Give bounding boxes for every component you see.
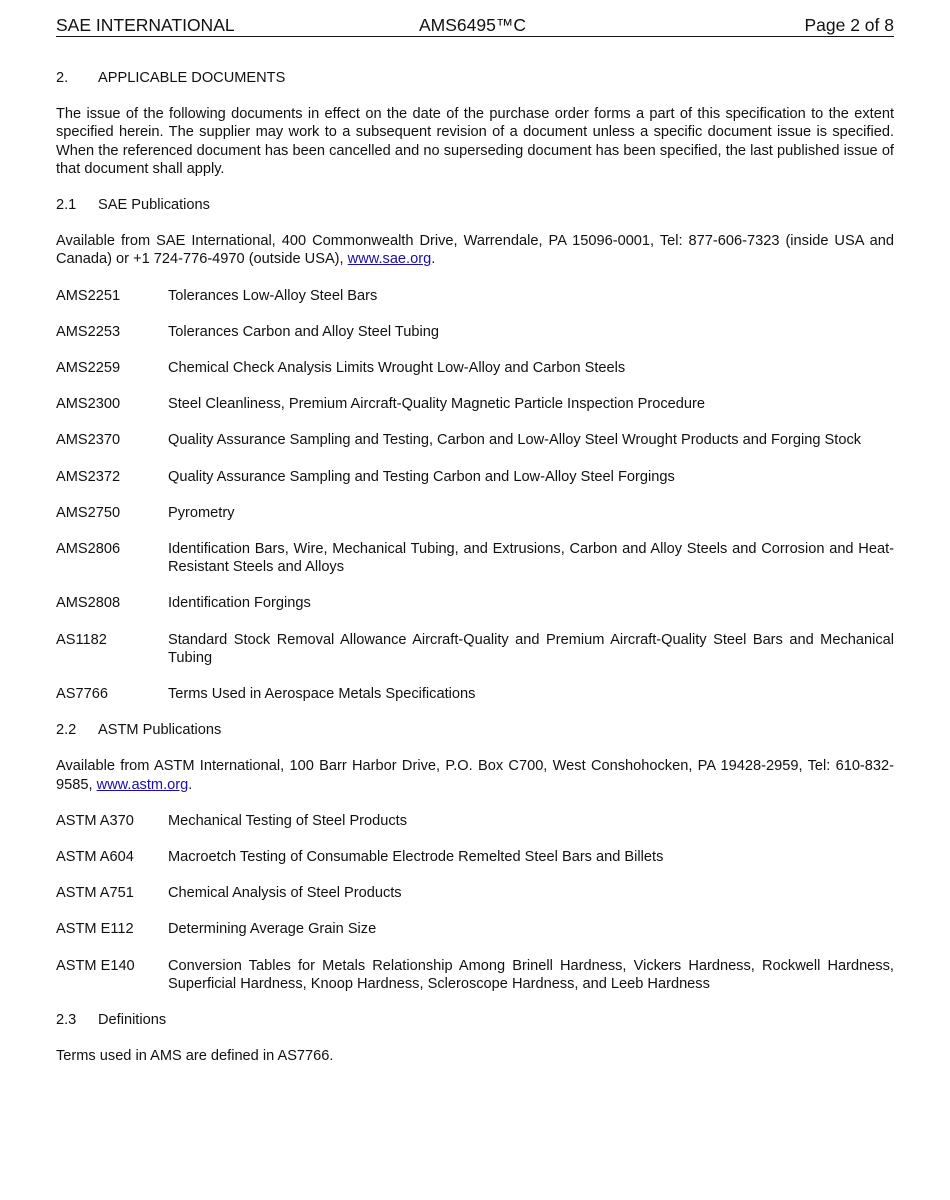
sae-reference-list [56, 287, 894, 704]
sae-availability-text: Available from SAE International, 400 Commonwealth Drive, Warrendale, PA 15096-0001, Tel: 877-606-7323 (inside USA and Canada) or +1 724-776-4970 (outside USA), [56, 233, 894, 268]
reference-code: ASTM A751 [56, 885, 134, 902]
sae-availability [56, 232, 894, 268]
reference-item [56, 540, 894, 576]
reference-title: Chemical Analysis of Steel Products [168, 885, 402, 902]
reference-title: Tolerances Carbon and Alloy Steel Tubing [168, 323, 439, 340]
reference-code: AS1182 [56, 631, 107, 648]
astm-availability-text: Available from ASTM International, 100 Barr Harbor Drive, P.O. Box C700, West Conshohocken, PA 19428-2959, Tel: 610-832-9585, [56, 758, 894, 793]
reference-item [56, 848, 894, 866]
header-doc-id: AMS6495™C [419, 15, 526, 35]
reference-item [56, 323, 894, 341]
reference-code: ASTM A370 [56, 812, 134, 829]
section-title: APPLICABLE DOCUMENTS [98, 70, 286, 86]
reference-title: Macroetch Testing of Consumable Electrode Remelted Steel Bars and Billets [168, 849, 664, 866]
reference-item [56, 359, 894, 377]
reference-title: Identification Bars, Wire, Mechanical Tubing, and Extrusions, Carbon and Alloy Steels and Corrosion and Heat-Resistant Steels and Alloys [168, 541, 894, 576]
reference-code: AMS2253 [56, 323, 121, 340]
header-org: SAE INTERNATIONAL [56, 15, 235, 35]
definitions-text: Terms used in AMS are defined in AS7766. [56, 1048, 334, 1065]
reference-title: Conversion Tables for Metals Relationship Among Brinell Hardness, Vickers Hardness, Rockwell Hardness, Superficial Hardness, Knoop Hardness, Scleroscope Hardness, and Leeb Hardness [168, 957, 894, 992]
reference-item [56, 395, 894, 413]
subsection-number: 2.2 [56, 722, 77, 739]
subsection-number: 2.1 [56, 197, 77, 214]
header-page-number: Page 2 of 8 [804, 15, 894, 35]
reference-item [56, 631, 894, 667]
reference-title: Standard Stock Removal Allowance Aircraft-Quality and Premium Aircraft-Quality Steel Bars and Mechanical Tubing [168, 631, 894, 666]
reference-title: Chemical Check Analysis Limits Wrought Low-Alloy and Carbon Steels [168, 360, 626, 377]
section-number: 2. [56, 70, 69, 86]
reference-code: AMS2372 [56, 468, 121, 485]
reference-item [56, 957, 894, 993]
reference-title: Steel Cleanliness, Premium Aircraft-Quality Magnetic Particle Inspection Procedure [168, 396, 705, 413]
reference-title: Determining Average Grain Size [168, 921, 377, 938]
reference-title: Quality Assurance Sampling and Testing, Carbon and Low-Alloy Steel Wrought Products and Forging Stock [168, 432, 862, 449]
reference-code: ASTM E140 [56, 957, 135, 974]
astm-availability-suffix: . [188, 776, 193, 793]
reference-item [56, 594, 894, 612]
reference-code: ASTM E112 [56, 921, 134, 938]
reference-item [56, 685, 894, 703]
reference-item [56, 504, 894, 522]
subsection-title: SAE Publications [98, 197, 210, 214]
reference-title: Quality Assurance Sampling and Testing Carbon and Low-Alloy Steel Forgings [168, 468, 675, 485]
reference-code: ASTM A604 [56, 849, 134, 866]
reference-title: Identification Forgings [168, 595, 311, 612]
sae-link[interactable]: www.sae.org [347, 251, 432, 268]
reference-code: AMS2300 [56, 396, 121, 413]
subsection-heading-sae [56, 196, 894, 214]
reference-title: Tolerances Low-Alloy Steel Bars [168, 287, 378, 304]
subsection-title: Definitions [98, 1012, 167, 1029]
reference-code: AMS2370 [56, 432, 121, 449]
page-header [56, 14, 894, 37]
reference-code: AS7766 [56, 686, 108, 703]
document-page [56, 14, 894, 1066]
reference-code: AMS2806 [56, 541, 121, 558]
reference-code: AMS2259 [56, 360, 121, 377]
section-heading [56, 69, 894, 87]
subsection-title: ASTM Publications [98, 722, 222, 739]
reference-item [56, 287, 894, 305]
astm-availability [56, 757, 894, 793]
reference-code: AMS2808 [56, 595, 121, 612]
astm-link[interactable]: www.astm.org [96, 776, 189, 793]
reference-code: AMS2251 [56, 287, 121, 304]
section-intro: The issue of the following documents in effect on the date of the purchase order forms a part of this specification to the extent specified herein. The supplier may work to a subsequent revision of a document unless a specific document issue is specified. When the referenced document has been cancelled and no superseding document has been specified, the last published issue of that document shall apply. [56, 106, 894, 177]
reference-title: Mechanical Testing of Steel Products [168, 812, 408, 829]
subsection-heading-definitions [56, 1011, 894, 1029]
reference-code: AMS2750 [56, 504, 121, 521]
sae-availability-suffix: . [431, 251, 436, 268]
astm-reference-list [56, 812, 894, 993]
reference-item [56, 812, 894, 830]
reference-item [56, 884, 894, 902]
reference-item [56, 920, 894, 938]
page-content [56, 69, 894, 1066]
reference-item [56, 431, 894, 449]
reference-title: Terms Used in Aerospace Metals Specifications [168, 686, 476, 703]
reference-item [56, 468, 894, 486]
subsection-heading-astm [56, 721, 894, 739]
reference-title: Pyrometry [168, 504, 235, 521]
subsection-number: 2.3 [56, 1012, 77, 1029]
